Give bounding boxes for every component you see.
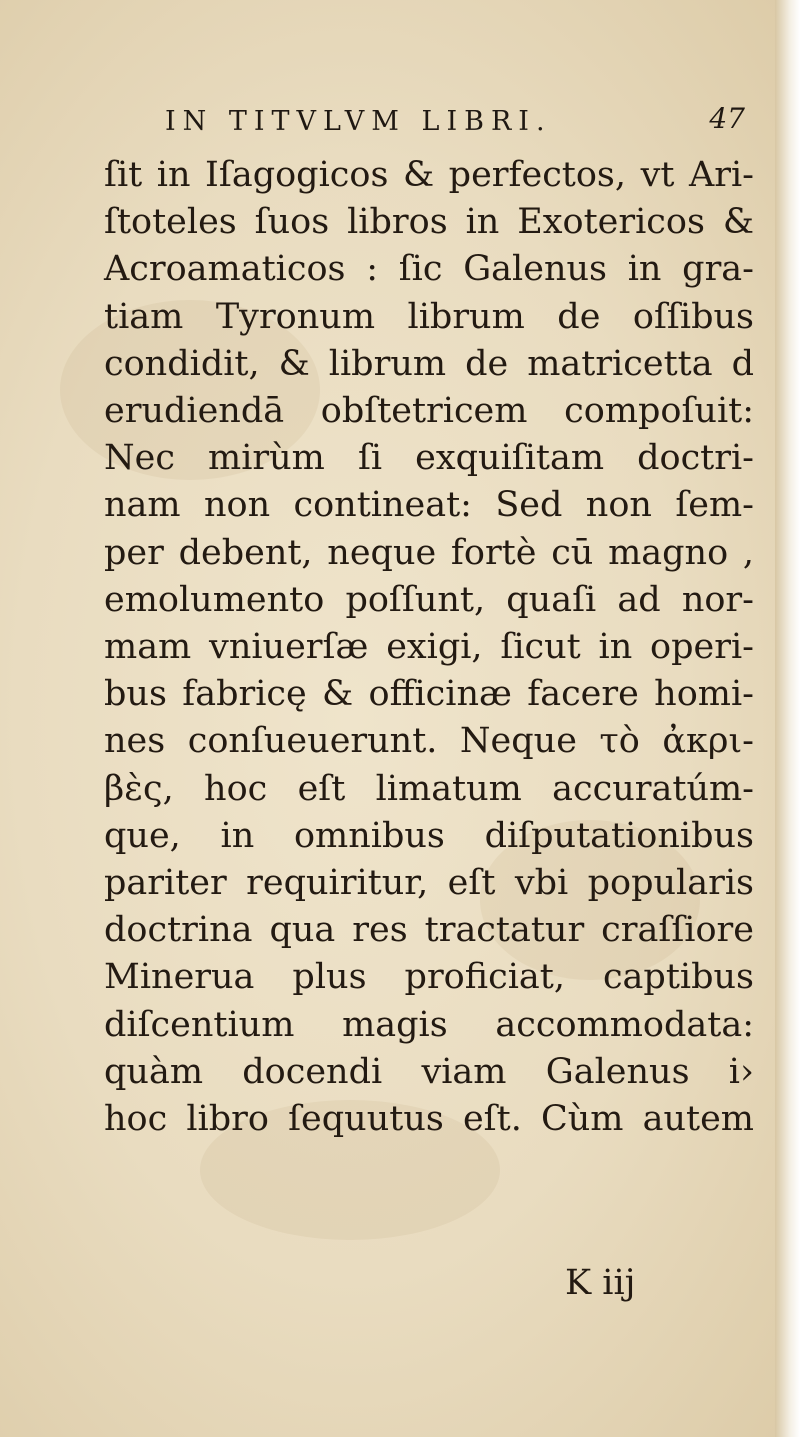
running-head: IN TITVLVM LIBRI. <box>165 106 552 137</box>
text-line: emolumento poſſunt, quaſi ad nor- <box>104 579 754 620</box>
text-line: doctrina qua res tractatur craſſiore <box>104 910 754 951</box>
text-line: Nec mirùm ſi exquiſitam doctri- <box>104 438 754 479</box>
text-line: ſtoteles ſuos libros in Exotericos & <box>104 202 754 243</box>
text-line: βὲς, hoc eſt limatum accuratúm- <box>104 768 754 809</box>
text-line: nam non contineat: Sed non ſem- <box>104 485 754 526</box>
text-line: ſit in Iſagogicos & perfectos, vt Ari- <box>104 155 754 195</box>
text-line: pariter requiritur, eſt vbi popularis <box>104 863 754 904</box>
text-line: erudiendā obſtetricem compoſuit: <box>104 391 754 432</box>
text-line: tiam Tyronum librum de oſſibus <box>104 296 754 337</box>
signature-mark: K iij <box>565 1263 636 1303</box>
page-header <box>165 100 745 150</box>
text-line: Minerua plus proficiat, captibus <box>104 957 754 998</box>
text-line: condidit, & librum de matricetta d <box>104 343 754 384</box>
text-line: nes conſueuerunt. Neque τὸ ἀκρι- <box>104 721 754 762</box>
text-line: quàm docendi viam Galenus i› <box>104 1051 754 1092</box>
text-line: diſcentium magis accommodata: <box>104 1004 754 1045</box>
body-text <box>104 152 754 1143</box>
text-line: Acroamaticos : ſic Galenus in gra- <box>104 249 754 290</box>
page-number: 47 <box>709 102 745 135</box>
text-line: mam vniuerſæ exigi, ſicut in operi- <box>104 627 754 668</box>
text-line: per debent, neque fortè cū magno , <box>104 532 754 573</box>
page-edge <box>775 0 800 1437</box>
text-line: hoc libro ſequutus eſt. Cùm autem <box>104 1099 754 1140</box>
text-line: que, in omnibus diſputationibus <box>104 815 754 856</box>
text-line: bus fabricę & officinæ facere homi- <box>104 674 754 715</box>
